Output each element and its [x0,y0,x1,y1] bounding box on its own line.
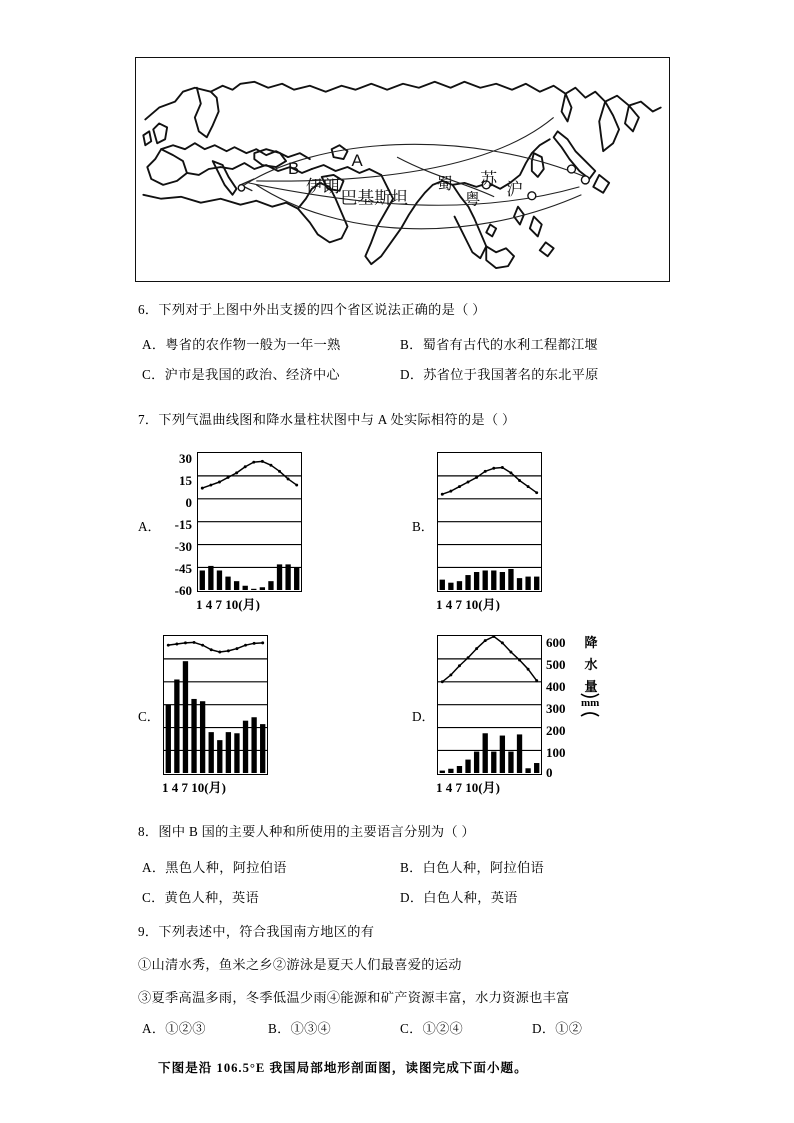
chart-d-ytick-400: 400 [546,679,566,694]
map-label-yue: 粤 [464,191,481,209]
question-8-option-c[interactable]: C．黄色人种，英语 [142,890,259,905]
question-7-stem: 7．下列气温曲线图和降水量柱状图中与 A 处实际相符的是（ ） [138,412,516,427]
chart-a-ytick-m30: -30 [174,539,192,554]
chart-c-plot [163,635,268,775]
question-9-statement-2: ③夏季高温多雨，冬季低温少雨④能源和矿产资源丰富，水力资源也丰富 [138,990,570,1005]
chart-c-xaxis: 1 4 7 10(月) [162,780,226,795]
chart-a-ytick-15: 15 [179,473,192,488]
question-6-option-d[interactable]: D．苏省位于我国著名的东北平原 [400,367,599,382]
map-label-iran: 伊朗 [305,176,340,196]
question-8-stem: 8．图中 B 国的主要人种和所使用的主要语言分别为（ ） [138,824,475,839]
question-8-option-d[interactable]: D．白色人种，英语 [400,890,518,905]
chart-d-ytick-100: 100 [546,745,566,760]
chart-a-ytick-m15: -15 [174,517,192,532]
question-8-option-b[interactable]: B．白色人种，阿拉伯语 [400,860,544,875]
chart-d-plot [437,635,542,775]
chart-d-ylabel-unit: mm [581,697,600,709]
question-9-option-d[interactable]: D．①② [532,1021,583,1036]
chart-d-ylabel-char-1: 降 [584,635,598,650]
map-label-pakistan: 巴基斯坦 [340,188,408,208]
question-9-stem: 9．下列表述中，符合我国南方地区的有 [138,924,375,939]
chart-d-ytick-500: 500 [546,657,566,672]
question-6-stem: 6．下列对于上图中外出支援的四个省区说法正确的是（ ） [138,302,486,317]
chart-d-ytick-0: 0 [546,765,553,780]
question-8-option-a[interactable]: A．黑色人种，阿拉伯语 [142,860,287,875]
chart-a-ytick-m45: -45 [174,561,192,576]
chart-a-ytick-0: 0 [185,495,192,510]
chart-d-ylabel-paren [578,692,602,718]
map-label-hu: 沪 [506,179,523,199]
chart-d-xaxis: 1 4 7 10(月) [436,780,500,795]
chart-b-letter: B． [412,519,434,534]
chart-a-ytick-30: 30 [179,451,192,466]
question-6-option-b[interactable]: B．蜀省有古代的水利工程都江堰 [400,337,598,352]
question-9-option-a[interactable]: A．①②③ [142,1021,206,1036]
footer-note: 下图是沿 106.5°E 我国局部地形剖面图，读图完成下面小题。 [158,1061,528,1075]
chart-d-ylabel-char-3: 量 [584,679,598,694]
map-label-su: 苏 [480,169,498,189]
map-label-B: B [288,158,300,178]
chart-d-ylabel-char-2: 水 [584,657,598,672]
figure-asia-map [135,57,670,282]
chart-a-plot [197,452,302,592]
question-9-statement-1: ①山清水秀，鱼米之乡②游泳是夏天人们最喜爱的运动 [138,957,462,972]
chart-d-ytick-200: 200 [546,723,566,738]
map-label-A: A [351,151,363,171]
chart-d-ytick-300: 300 [546,701,566,716]
question-6-option-c[interactable]: C．沪市是我国的政治、经济中心 [142,367,340,382]
chart-a-ytick-m60: -60 [174,583,192,598]
chart-d-ytick-600: 600 [546,635,566,650]
chart-b-xaxis: 1 4 7 10(月) [436,597,500,612]
question-9-option-c[interactable]: C．①②④ [400,1021,464,1036]
chart-c-letter: C． [138,709,160,724]
chart-a-letter: A． [138,519,161,534]
chart-a-xaxis: 1 4 7 10(月) [196,597,260,612]
chart-d-letter: D． [412,709,435,724]
map-label-shu: 蜀 [436,175,453,193]
chart-b-plot [437,452,542,592]
question-9-option-b[interactable]: B．①③④ [268,1021,332,1036]
question-6-option-a[interactable]: A．粤省的农作物一般为一年一熟 [142,337,341,352]
